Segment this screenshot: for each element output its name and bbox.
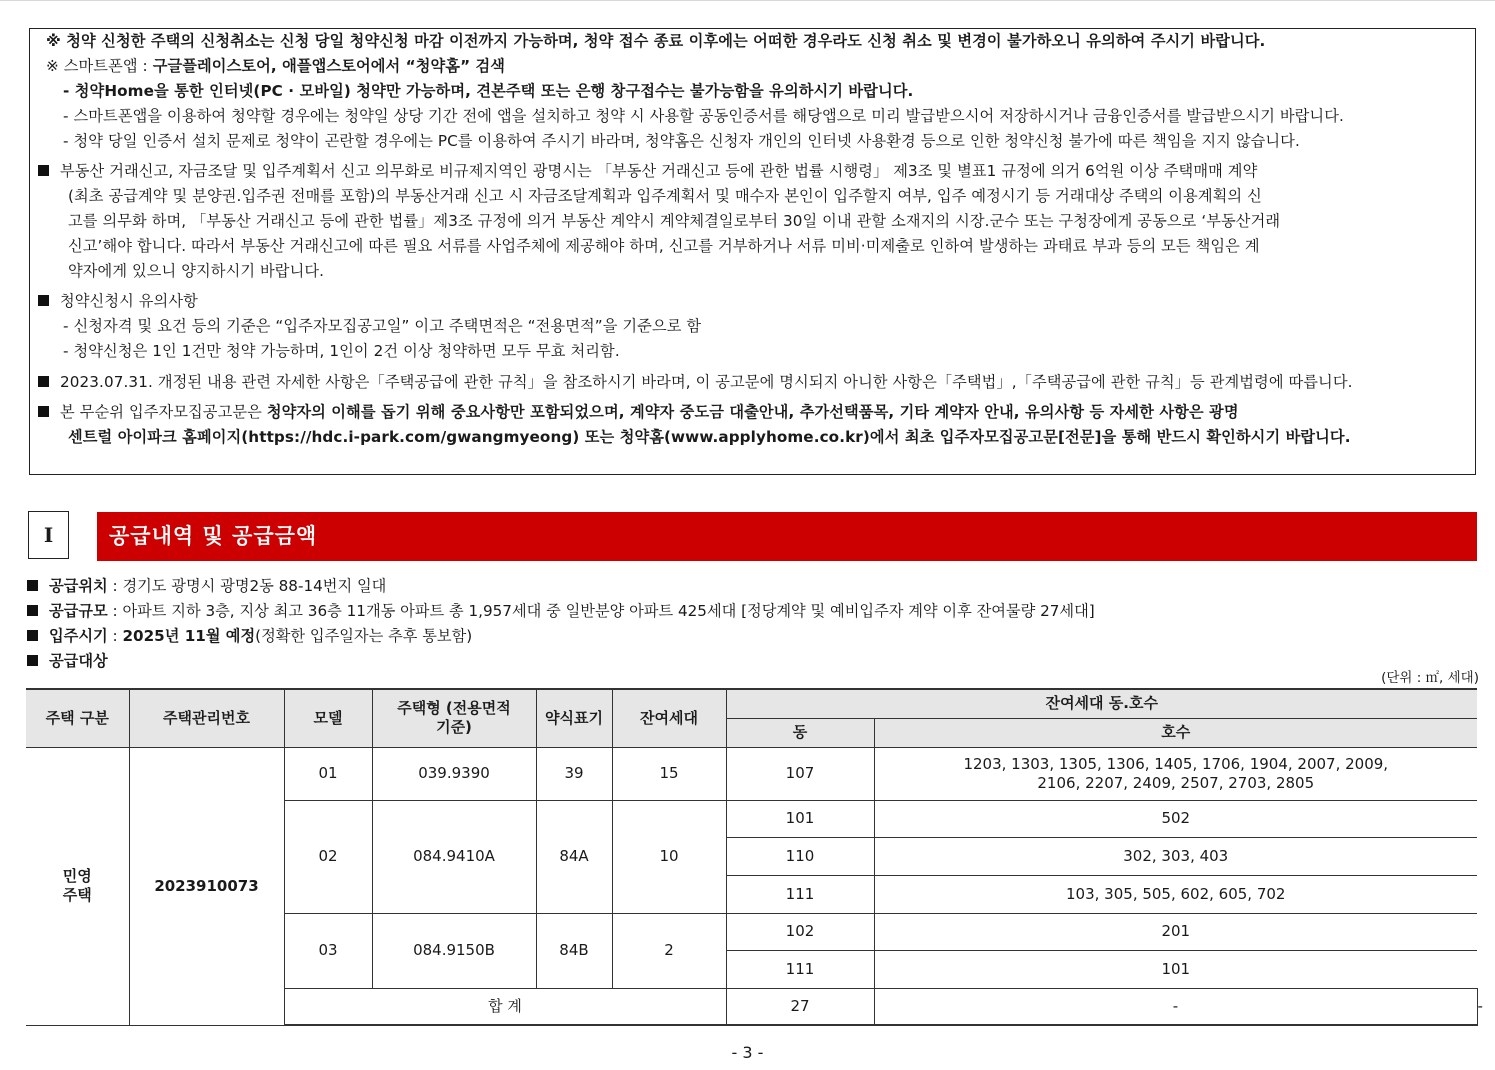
cell-dong: 111 (726, 950, 874, 988)
info-target-label: 공급대상 (49, 652, 108, 670)
bullet-square-icon (38, 165, 49, 176)
bullet-square-icon (27, 605, 38, 616)
info-location-value: : 경기도 광명시 광명2동 88-14번지 일대 (107, 577, 387, 595)
cell-ho: 103, 305, 505, 602, 605, 702 (874, 875, 1477, 913)
notice-app-label: ※ 스마트폰앱 : (46, 57, 153, 75)
info-location (27, 576, 386, 596)
cell-dong: 102 (726, 913, 874, 950)
cell-dong: 111 (726, 875, 874, 913)
header-dong: 동 (726, 718, 874, 747)
bullet-square-icon (27, 630, 38, 641)
info-location-label: 공급위치 (49, 577, 108, 595)
cell-dong: 101 (726, 800, 874, 837)
header-housing-type: 주택 구분 (26, 689, 129, 747)
info-target (27, 651, 108, 671)
info-scale-value: : 아파트 지하 3층, 지상 최고 36층 11개동 아파트 총 1,957세대 중 일반분양 아파트 425세대 [정당계약 및 예비입주자 계약 이후 잔여물량 27세대] (107, 602, 1095, 620)
bullet-square-icon (38, 295, 49, 306)
cell-model: 02 (284, 800, 372, 913)
cell-model: 01 (284, 747, 372, 800)
bullet-square-icon (27, 580, 38, 591)
notice-pc-usage: - 청약 당일 인증서 설치 문제로 청약이 곤란할 경우에는 PC를 이용하여 주시기 바라며, 청약홈은 신청자 개인의 인터넷 사용환경 등으로 인한 청약신청 불가에 따른 책임을 지지 않습니다. (63, 132, 1300, 150)
notice-app-cert: - 스마트폰앱을 이용하여 청약할 경우에는 청약일 상당 기간 전에 앱을 설치하고 청약 시 사용할 공동인증서를 해당앱으로 미리 발급받으시어 저장하시거나 금융인증서를 발급받으시기 바랍니다. (63, 107, 1344, 125)
header-unit-group: 잔여세대 동.호수 (726, 689, 1477, 718)
cell-short: 84B (536, 913, 612, 988)
notice-report-line-1 (38, 161, 1257, 181)
cell-total-label: 합 계 (284, 988, 726, 1025)
notice-caution-title-text: 청약신청시 유의사항 (60, 292, 198, 310)
bullet-square-icon (38, 406, 49, 417)
section-title: 공급내역 및 공급금액 (97, 512, 1477, 561)
info-movein-sep: : (107, 627, 123, 645)
header-short: 약식표기 (536, 689, 612, 747)
notice-caution-item-1: - 신청자격 및 요건 등의 기준은 “입주자모집공고일” 이고 주택면적은 “전용면적”을 기준으로 함 (63, 317, 702, 335)
notice-report-text-1: 부동산 거래신고, 자금조달 및 입주계획서 신고 의무화로 비규제지역인 광명시는 「부동산 거래신고 등에 관한 법률 시행령」 제3조 및 별표1 규정에 의거 6억원 이상 주택매매 계약 (60, 162, 1258, 180)
supply-table (26, 688, 1483, 1026)
cell-ho: 101 (874, 950, 1477, 988)
notice-summary-line-1 (38, 402, 1239, 422)
cell-remaining: 10 (612, 800, 726, 913)
header-remaining: 잔여세대 (612, 689, 726, 747)
notice-report-line-2: (최초 공급계약 및 분양권.입주권 전매를 포함)의 부동산거래 신고 시 자금조달계획과 입주계획서 및 매수자 본인이 입주할지 여부, 입주 예정시기 등 거래대상 주택의 이용계획의 신 (68, 187, 1262, 205)
cell-remaining: 15 (612, 747, 726, 800)
cell-short: 39 (536, 747, 612, 800)
cell-type: 084.9150B (372, 913, 536, 988)
info-movein-value: 2025년 11월 예정 (122, 627, 256, 645)
header-ho: 호수 (874, 718, 1477, 747)
cell-short: 84A (536, 800, 612, 913)
cell-ho: 1203, 1303, 1305, 1306, 1405, 1706, 1904, 2007, 2009, 2106, 2207, 2409, 2507, 2703, 2805 (874, 747, 1477, 800)
notice-summary-line-2: 센트럴 아이파크 홈페이지(https://hdc.i-park.com/gwangmyeong) 또는 청약홈(www.applyhome.co.kr)에서 최초 입주자모집공고문[전문]을 통해 반드시 확인하시기 바랍니다. (68, 428, 1351, 446)
section-number: I (28, 511, 69, 559)
cell-dong: 107 (726, 747, 874, 800)
cell-total-dong: - (874, 988, 1477, 1025)
notice-caution-title (38, 291, 198, 311)
cell-dong: 110 (726, 837, 874, 875)
notice-app-search: 구글플레이스토어, 애플앱스토어에서 “청약홈” 검색 (152, 57, 506, 75)
notice-report-line-4: 신고’해야 합니다. 따라서 부동산 거래신고에 따른 필요 서류를 사업주체에 제공해야 하며, 신고를 거부하거나 서류 미비·미제출로 인하여 발생하는 과태료 부과 등의 모든 책임은 계 (68, 237, 1260, 255)
bullet-square-icon (38, 376, 49, 387)
notice-cancel-line: ※ 청약 신청한 주택의 신청취소는 신청 당일 청약신청 마감 이전까지 가능하며, 청약 접수 종료 이후에는 어떠한 경우라도 신청 취소 및 변경이 불가하오니 유의하여 주시기 바랍니다. (46, 32, 1266, 50)
info-movein-label: 입주시기 (49, 627, 108, 645)
info-movein (27, 626, 472, 646)
table-total-row: 합 계 27 - - (26, 988, 1477, 1025)
notice-caution-item-2: - 청약신청은 1인 1건만 청약 가능하며, 1인이 2건 이상 청약하면 모두 무효 처리함. (63, 342, 620, 360)
notice-summary-bold: 청약자의 이해를 돕기 위해 중요사항만 포함되었으며, 계약자 중도금 대출안내, 추가선택품목, 기타 계약자 안내, 유의사항 등 자세한 사항은 광명 (266, 403, 1239, 421)
notice-box (29, 28, 1476, 475)
cell-housing-type: 민영 주택 (26, 747, 129, 1025)
cell-type: 084.9410A (372, 800, 536, 913)
notice-report-line-3: 고를 의무화 하며, 「부동산 거래신고 등에 관한 법률」제3조 규정에 의거 부동산 계약시 계약체결일로부터 30일 이내 관할 소재지의 시장.군수 또는 구청장에게 공동으로 ‘부동산거래 (68, 212, 1281, 230)
info-movein-note: (정확한 입주일자는 추후 통보함) (255, 627, 473, 645)
notice-report-line-5: 약자에게 있으니 양지하시기 바랍니다. (68, 262, 325, 280)
cell-type: 039.9390 (372, 747, 536, 800)
notice-internet-only: - 청약Home을 통한 인터넷(PC · 모바일) 청약만 가능하며, 견본주택 또는 은행 창구접수는 불가능함을 유의하시기 바랍니다. (63, 82, 914, 100)
header-model: 모델 (284, 689, 372, 747)
info-scale (27, 601, 1095, 621)
page-number: - 3 - (731, 1043, 764, 1062)
notice-revision-text: 2023.07.31. 개정된 내용 관련 자세한 사항은「주택공급에 관한 규칙」을 참조하시기 바라며, 이 공고문에 명시되지 아니한 사항은「주택법」,「주택공급에 관한 규칙」등 관계법령에 따릅니다. (60, 373, 1353, 391)
info-scale-label: 공급규모 (49, 602, 108, 620)
cell-remaining: 2 (612, 913, 726, 988)
cell-mgmt-no: 2023910073 (129, 747, 284, 1025)
notice-summary-lead: 본 무순위 입주자모집공고문은 (60, 403, 267, 421)
cell-model: 03 (284, 913, 372, 988)
table-row (26, 747, 1477, 800)
bullet-square-icon (27, 655, 38, 666)
cell-ho: 201 (874, 913, 1477, 950)
header-mgmt-no: 주택관리번호 (129, 689, 284, 747)
notice-app-line (46, 56, 505, 76)
header-type: 주택형 (전용면적기준) (372, 689, 536, 747)
unit-note: (단위 : ㎡, 세대) (1381, 670, 1479, 686)
cell-ho: 302, 303, 403 (874, 837, 1477, 875)
cell-ho: 502 (874, 800, 1477, 837)
top-divider (0, 0, 1495, 1)
cell-total-remaining: 27 (726, 988, 874, 1025)
notice-revision-line (38, 372, 1353, 392)
